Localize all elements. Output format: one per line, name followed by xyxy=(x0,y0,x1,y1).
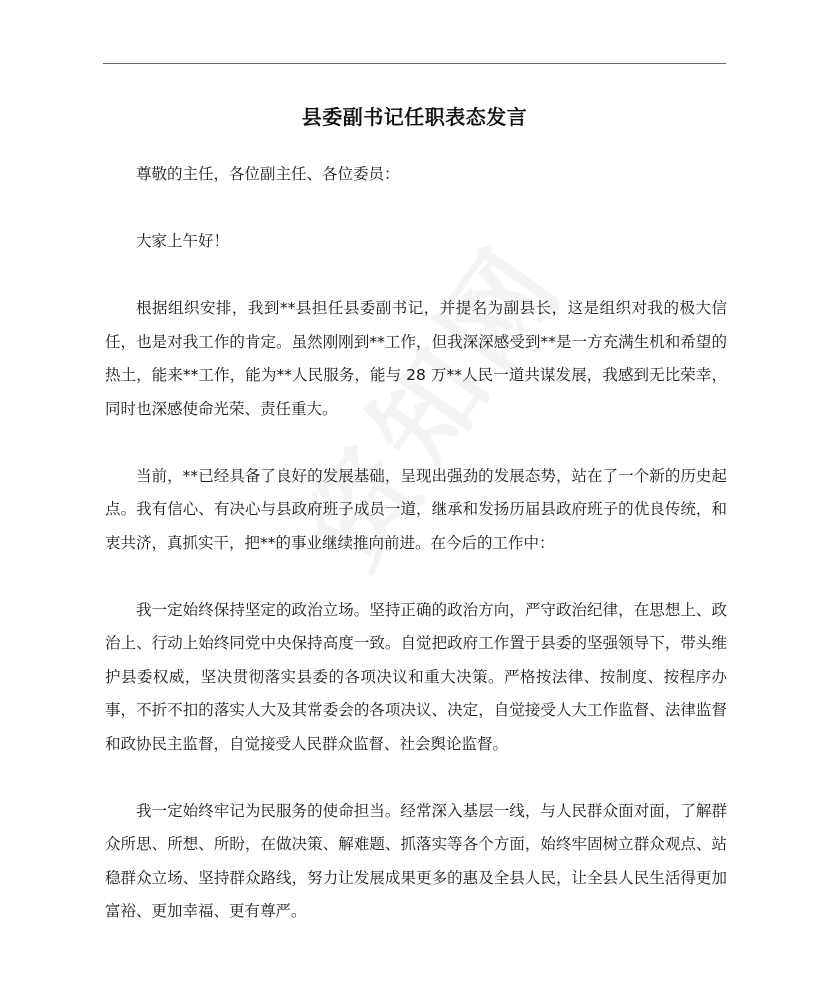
paragraph-current-situation: 当前，**已经具备了良好的发展基础，呈现出强劲的发展态势，站在了一个新的历史起点。我有信心、有决心与县政府班子成员一道，继承和发扬历届县政府班子的优良传统，和衷共济，真抓实干，把**的事业继续推向前进。在今后的工作中： xyxy=(105,466,727,552)
paragraph-political-stance: 我一定始终保持坚定的政治立场。坚持正确的政治方向，严守政治纪律，在思想上、政治上、行动上始终同党中央保持高度一致。自觉把政府工作置于县委的坚强领导下，带头维护县委权威，坚决贯彻落实县委的各项决议和重大决策。严格按法律、按制度、按程序办事，不折不扣的落实人大及其常委会的各项决议、决定，自觉接受人大工作监督、法律监督和政协民主监督，自觉接受人民群众监督、社会舆论监督。 xyxy=(105,600,727,753)
salutation: 尊敬的主任，各位副主任、各位委员： xyxy=(136,165,400,183)
paragraph-appointment: 根据组织安排，我到**县担任县委副书记，并提名为副县长，这是组织对我的极大信任，也是对我工作的肯定。虽然刚刚到**工作，但我深深感受到**是一方充满生机和希望的热土，能来**工作，能为**人民服务，能与 28 万**人民一道共谋发展，我感到无比荣幸，同时也深感使命光荣、责任重大。 xyxy=(105,299,727,418)
paragraph-serve-people: 我一定始终牢记为民服务的使命担当。经常深入基层一线，与人民群众面对面，了解群众所思、所想、所盼，在做决策、解难题、抓落实等各个方面，始终牢固树立群众观点、站稳群众立场、坚持群众路线，努力让发展成果更多的惠及全县人民，让全县人民生活得更加富裕、更加幸福、更有尊严。 xyxy=(105,801,727,920)
greeting: 大家上午好！ xyxy=(136,232,230,250)
header-rule xyxy=(103,63,726,64)
document-title: 县委副书记任职表态发言 xyxy=(301,105,528,130)
document-body xyxy=(105,158,727,929)
